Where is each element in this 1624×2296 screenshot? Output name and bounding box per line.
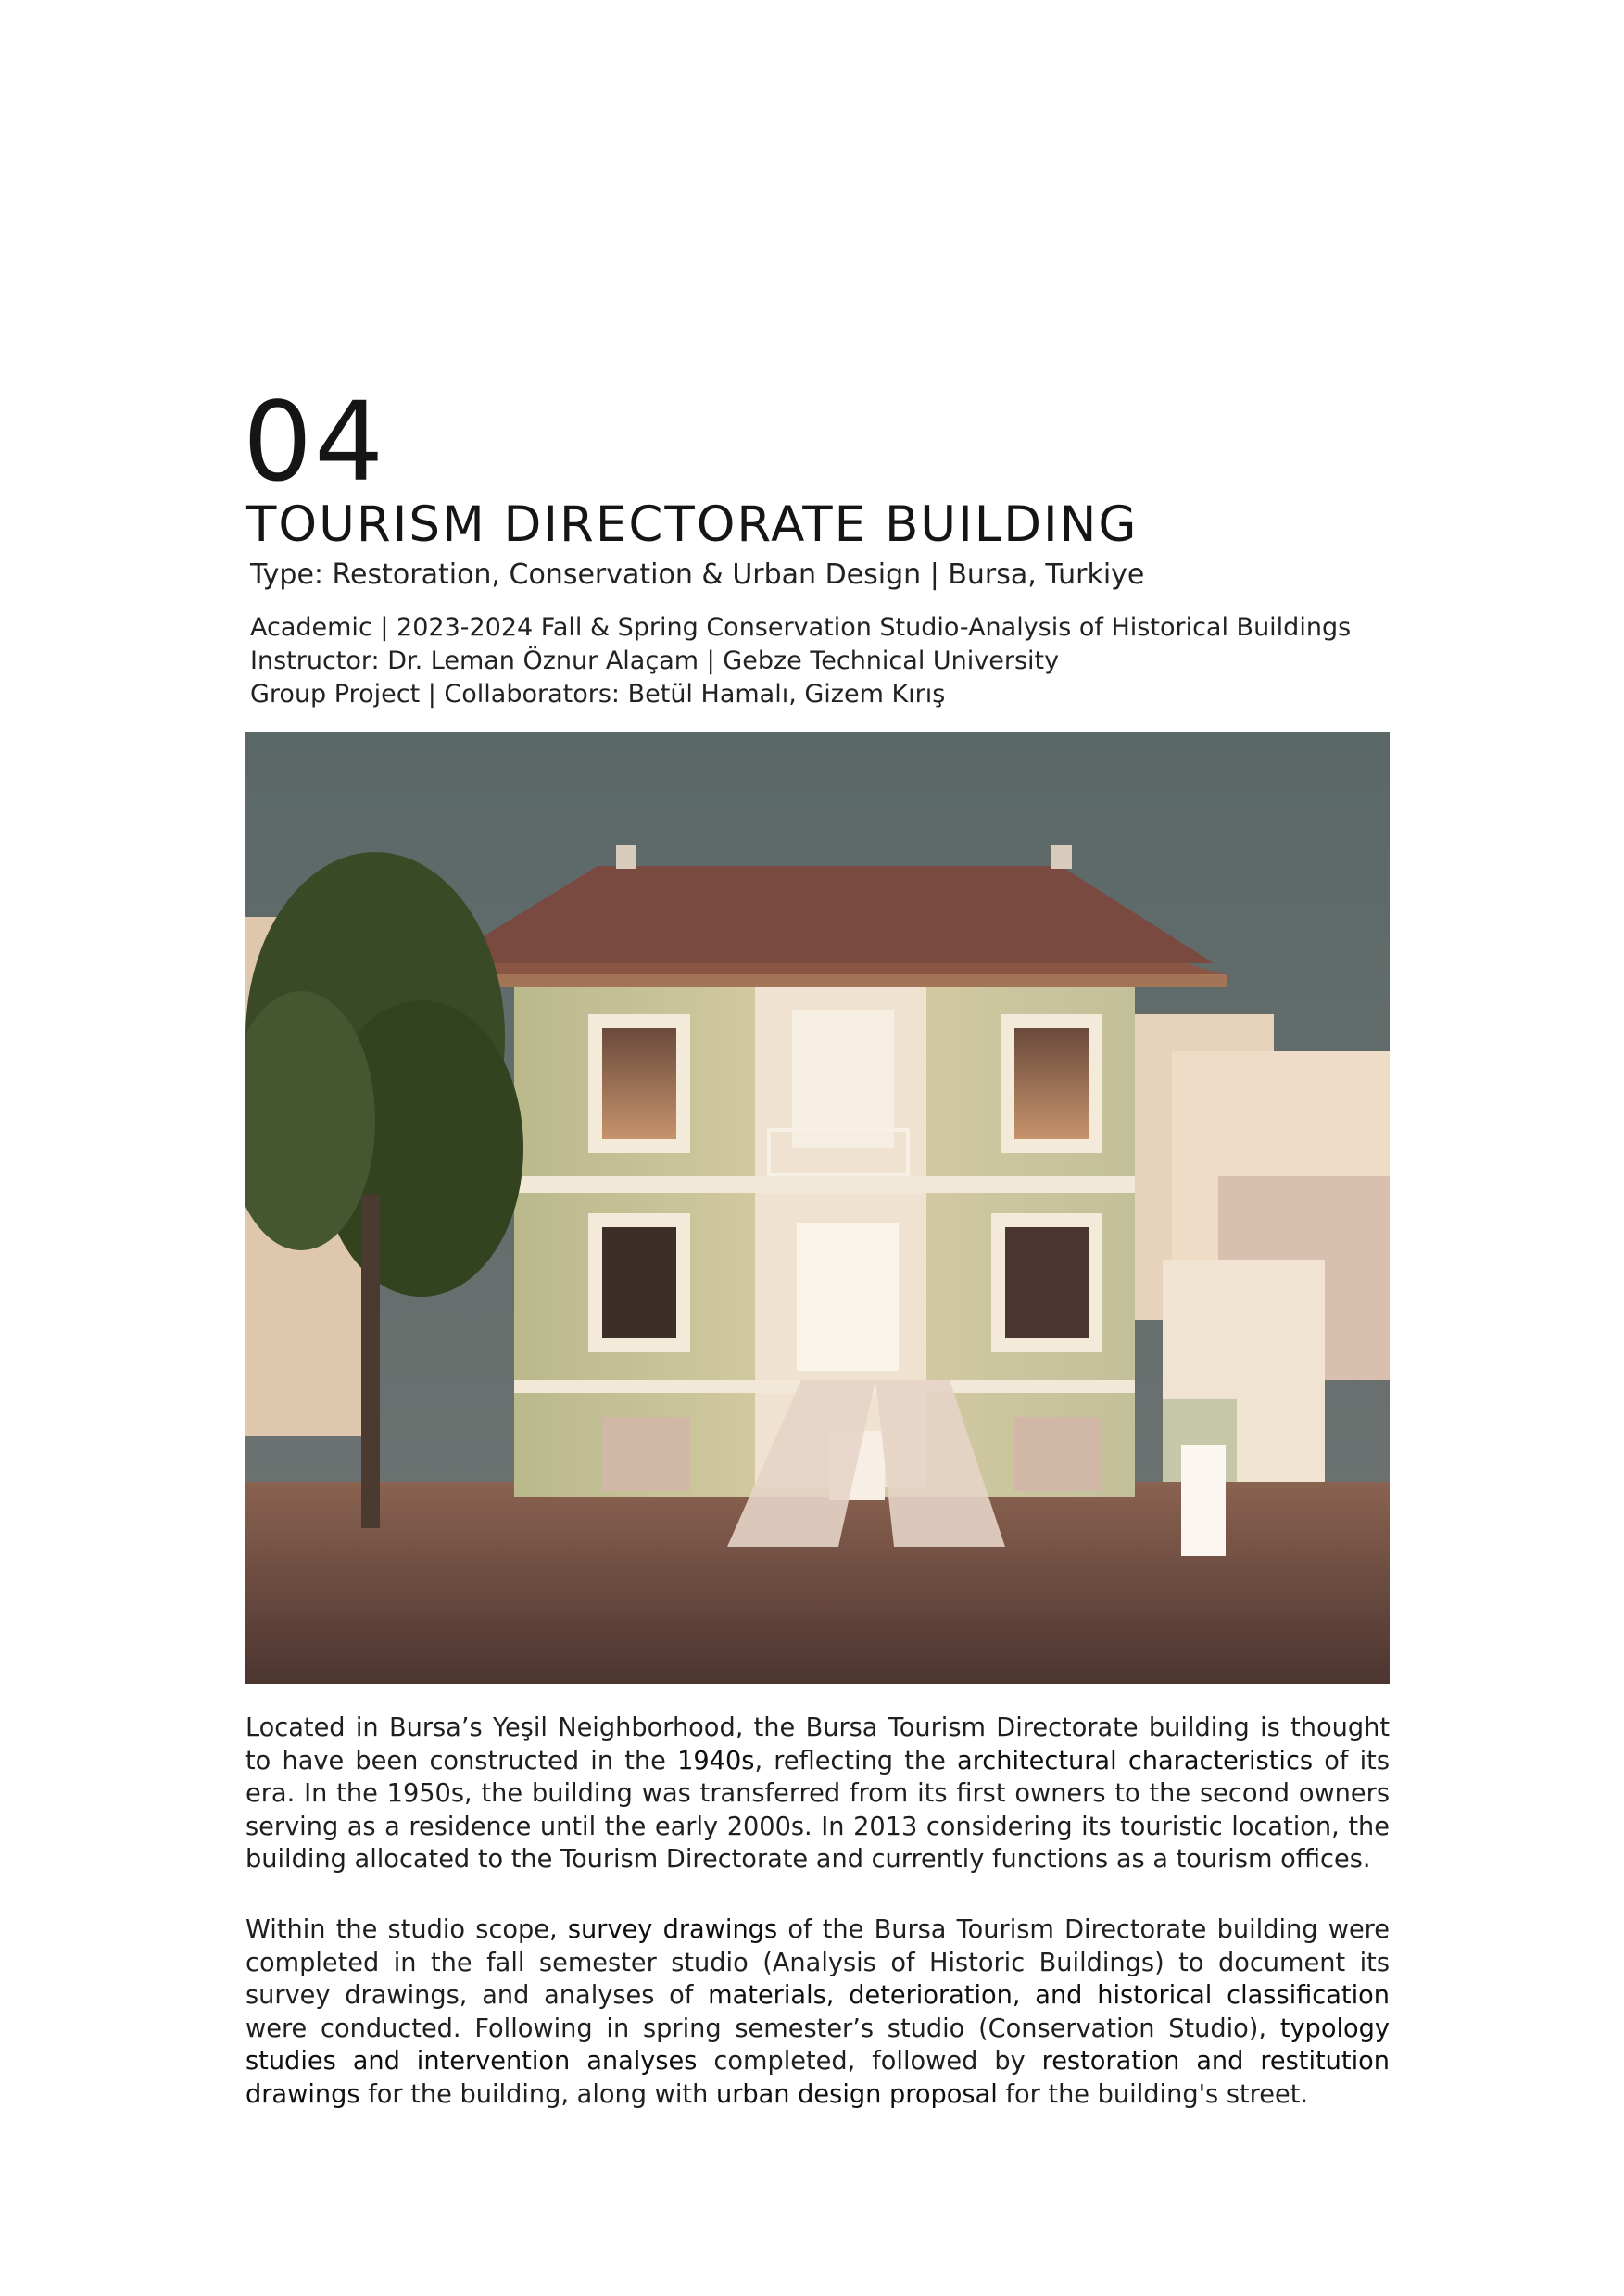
p2-text-5: for the building, along with	[359, 2079, 716, 2109]
p2-text-4: completed, followed by	[697, 2047, 1042, 2076]
project-type: Type: Restoration, Conservation & Urban Design | Bursa, Turkiye	[250, 558, 1145, 591]
p2-text-3: were conducted. Following in spring semester’s studio (Conservation Studio),	[245, 2014, 1280, 2043]
project-title: TOURISM DIRECTORATE BUILDING	[246, 496, 1139, 553]
project-meta	[250, 611, 1399, 711]
p1-highlight-1940s: 1940s	[677, 1746, 755, 1775]
p2-highlight-restoration: restoration and restitution drawings	[245, 2047, 1390, 2109]
description-paragraph-2	[245, 1913, 1390, 2111]
building-render-illustration	[245, 732, 1390, 1684]
p2-highlight-typology: typology studies and intervention analyses	[245, 2014, 1390, 2076]
p2-highlight-materials: materials, deterioration, and historical classification	[708, 1981, 1390, 2010]
description-paragraph-1	[245, 1712, 1390, 1876]
meta-instructor: Instructor: Dr. Leman Öznur Alaçam | Gebze Technical University	[250, 646, 1060, 675]
p1-highlight-architectural: architectural characteristics	[957, 1746, 1314, 1775]
p1-text-3: of its era. In the 1950s, the building was transferred from its first owners to the second owners serving as a residence until the early 2000s. In 2013 considering its touristic location, the building allocated to the Tourism Directorate and currently functions as a tourism offices.	[245, 1746, 1391, 1874]
p2-text-1: Within the studio scope,	[245, 1915, 568, 1944]
p2-highlight-survey: survey drawings	[567, 1915, 778, 1944]
p2-highlight-urban-design: urban design proposal	[715, 2079, 998, 2109]
project-number: 04	[243, 378, 386, 506]
meta-collaborators: Group Project | Collaborators: Betül Hamalı, Gizem Kırış	[250, 680, 946, 709]
p2-text-6: for the building's street.	[997, 2079, 1309, 2109]
p1-text-1: Located in Bursa’s Yeşil Neighborhood, the Bursa Tourism Directorate building is thought to have been constructed in the	[245, 1713, 1390, 1775]
meta-academic: Academic | 2023-2024 Fall & Spring Conservation Studio-Analysis of Historical Buildings	[250, 613, 1352, 642]
p1-text-2: , reflecting the	[754, 1746, 958, 1775]
building-render-image	[245, 732, 1390, 1684]
p2-text-2: of the Bursa Tourism Directorate building were completed in the fall semester studio (Analysis of Historic Buildings) to document its survey drawings, and analyses of	[245, 1915, 1390, 2010]
